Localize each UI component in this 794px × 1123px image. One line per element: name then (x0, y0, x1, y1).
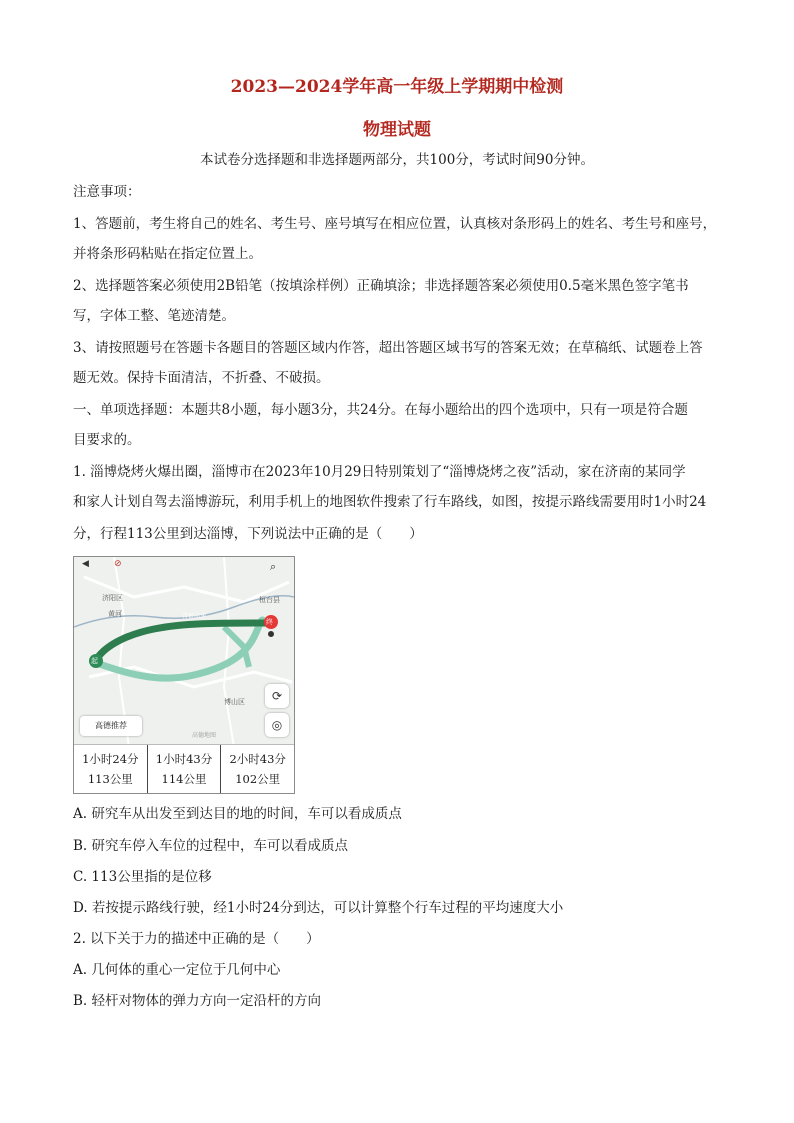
map-label-boshan: 博山区 (224, 698, 245, 706)
q1-option-c: C. 113公里指的是位移 (73, 869, 212, 885)
question-1-line-3: 分，行程113公里到达淄博，下列说法中正确的是（ ） (73, 526, 423, 542)
route-3-time: 2小时43分 (229, 752, 286, 766)
route-3-distance: 102公里 (235, 772, 281, 786)
question-2-stem: 2. 以下关于力的描述中正确的是（ ） (73, 931, 320, 947)
route-option-1[interactable] (74, 745, 148, 794)
note-1-line-2: 并将条形码粘贴在指定位置上。 (73, 246, 262, 262)
map-status-icon: ◀ (82, 559, 89, 569)
route-map-figure (73, 556, 295, 794)
end-label: 终 (266, 618, 273, 626)
locate-icon[interactable]: ◎ (265, 713, 289, 737)
intro-text: 本试卷分选择题和非选择题两部分，共100分，考试时间90分钟。 (200, 152, 594, 168)
question-1-line-2: 和家人计划自驾去淄博游玩，利用手机上的地图软件搜索了行车路线，如图，按提示路线需要用时1小时24 (73, 494, 707, 510)
map-label-expressway: 青银高速 (182, 613, 207, 620)
search-icon: ⌕ (270, 560, 277, 573)
route-option-3[interactable] (221, 745, 294, 794)
q1-option-b: B. 研究车停入车位的过程中，车可以看成质点 (73, 838, 349, 854)
note-2-line-2: 写，字体工整、笔迹清楚。 (73, 308, 235, 324)
map-label-huantai: 桓台县 (259, 596, 280, 604)
route-option-2[interactable] (148, 745, 222, 794)
q1-option-d: D. 若按提示路线行驶，经1小时24分到达，可以计算整个行车过程的平均速度大小 (73, 900, 564, 916)
recommend-badge[interactable]: 高德推荐 (80, 716, 142, 736)
route-options (74, 744, 294, 794)
section-1-heading-line-2: 目要求的。 (73, 432, 141, 448)
q2-option-b: B. 轻杆对物体的弹力方向一定沿杆的方向 (73, 993, 322, 1009)
q2-option-a: A. 几何体的重心一定位于几何中心 (73, 962, 281, 978)
route-2-distance: 114公里 (161, 772, 207, 786)
note-3-line-1: 3、请按照题号在答题卡各题目的答题区域内作答，超出答题区域书写的答案无效；在草稿纸、试题卷上答 (73, 340, 703, 356)
map-watermark: 高德地图 (192, 732, 217, 739)
start-label: 起 (91, 657, 98, 665)
refresh-icon[interactable]: ⟳ (265, 684, 289, 708)
exam-subtitle: 物理试题 (363, 120, 431, 140)
map-label-jiyang: 济阳区 (102, 594, 123, 602)
no-entry-icon: ⊘ (114, 559, 122, 569)
route-1-distance: 113公里 (87, 772, 133, 786)
map-label-huanghe: 黄河 (108, 610, 122, 618)
q1-option-a: A. 研究车从出发至到达目的地的时间，车可以看成质点 (73, 806, 402, 822)
section-1-heading-line-1: 一、单项选择题：本题共8小题，每小题3分，共24分。在每小题给出的四个选项中，只有一项是符合题 (73, 402, 688, 418)
question-1-line-1: 1. 淄博烧烤火爆出圈，淄博市在2023年10月29日特别策划了“淄博烧烤之夜”活动，家在济南的某同学 (73, 464, 686, 480)
notes-heading: 注意事项： (73, 184, 141, 200)
note-2-line-1: 2、选择题答案必须使用2B铅笔（按填涂样例）正确填涂；非选择题答案必须使用0.5毫米黑色签字笔书 (73, 278, 689, 294)
route-1-time: 1小时24分 (82, 752, 139, 766)
route-2-time: 1小时43分 (155, 752, 213, 766)
exam-title: 2023—2024学年高一年级上学期期中检测 (230, 77, 564, 97)
note-1-line-1: 1、答题前，考生将自己的姓名、考生号、座号填写在相应位置，认真核对条形码上的姓名、考生号和座号， (73, 216, 717, 232)
note-3-line-2: 题无效。保持卡面清洁，不折叠、不破损。 (73, 370, 330, 386)
